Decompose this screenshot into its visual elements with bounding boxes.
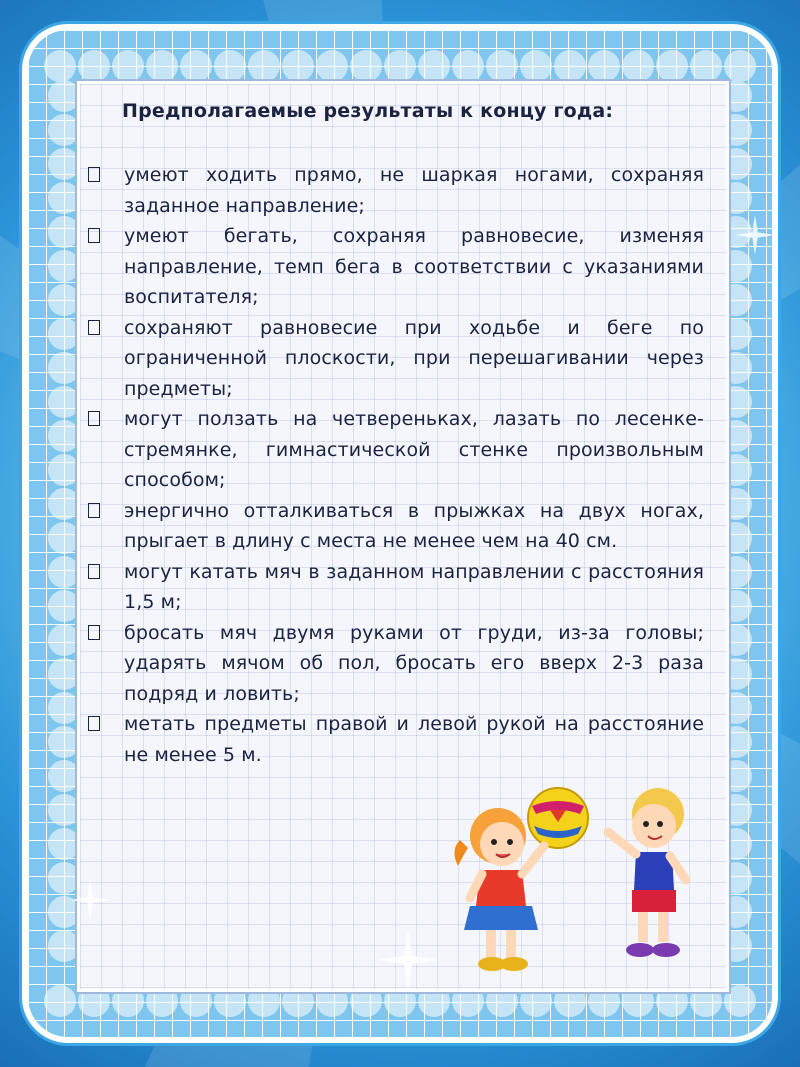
sparkle-icon <box>378 930 438 990</box>
list-item <box>86 221 704 313</box>
list-item-text: бросать мяч двумя руками от груди, из-за головы; ударять мячом об пол, бросать его вверх 2-3 раза подряд и ловить; <box>124 621 704 705</box>
ball-icon <box>528 788 588 848</box>
list-item-text: могут ползать на четвереньках, лазать по лесенке-стремянке, гимнастической стенке произвольным способом; <box>124 408 704 491</box>
empty-square-icon <box>88 716 100 731</box>
children-playing-ball-illustration <box>440 770 710 980</box>
empty-square-icon <box>88 564 100 579</box>
sparkle-icon <box>735 215 775 255</box>
list-item <box>86 618 704 710</box>
list-item <box>86 160 704 221</box>
list-item-text: могут катать мяч в заданном направлении с расстояния 1,5 м; <box>124 560 704 613</box>
results-list <box>86 160 704 770</box>
list-item-text: метать предметы правой и левой рукой на расстояние не менее 5 м. <box>124 713 704 766</box>
empty-square-icon <box>88 320 100 335</box>
sparkle-icon <box>70 880 110 920</box>
list-item-text: умеют ходить прямо, не шаркая ногами, сохраняя заданное направление; <box>124 164 704 217</box>
list-item <box>86 404 704 496</box>
boy-figure <box>608 788 686 957</box>
girl-figure <box>454 808 544 971</box>
empty-square-icon <box>88 411 100 426</box>
list-item <box>86 313 704 405</box>
list-item-text: энергично отталкиваться в прыжках на двух ногах, прыгает в длину с места не менее чем на 40 см. <box>124 499 704 552</box>
list-item-text: сохраняют равновесие при ходьбе и беге по ограниченной плоскости, при перешагивании через предметы; <box>124 316 704 400</box>
empty-square-icon <box>88 625 100 640</box>
list-item <box>86 496 704 557</box>
list-item <box>86 709 704 770</box>
list-item <box>86 557 704 618</box>
page-title: Предполагаемые результаты к концу года: <box>122 100 614 122</box>
list-item-text: умеют бегать, сохраняя равновесие, изменяя направление, темп бега в соответствии с указаниями воспитателя; <box>124 225 704 308</box>
empty-square-icon <box>88 228 100 243</box>
empty-square-icon <box>88 503 100 518</box>
empty-square-icon <box>88 167 100 182</box>
